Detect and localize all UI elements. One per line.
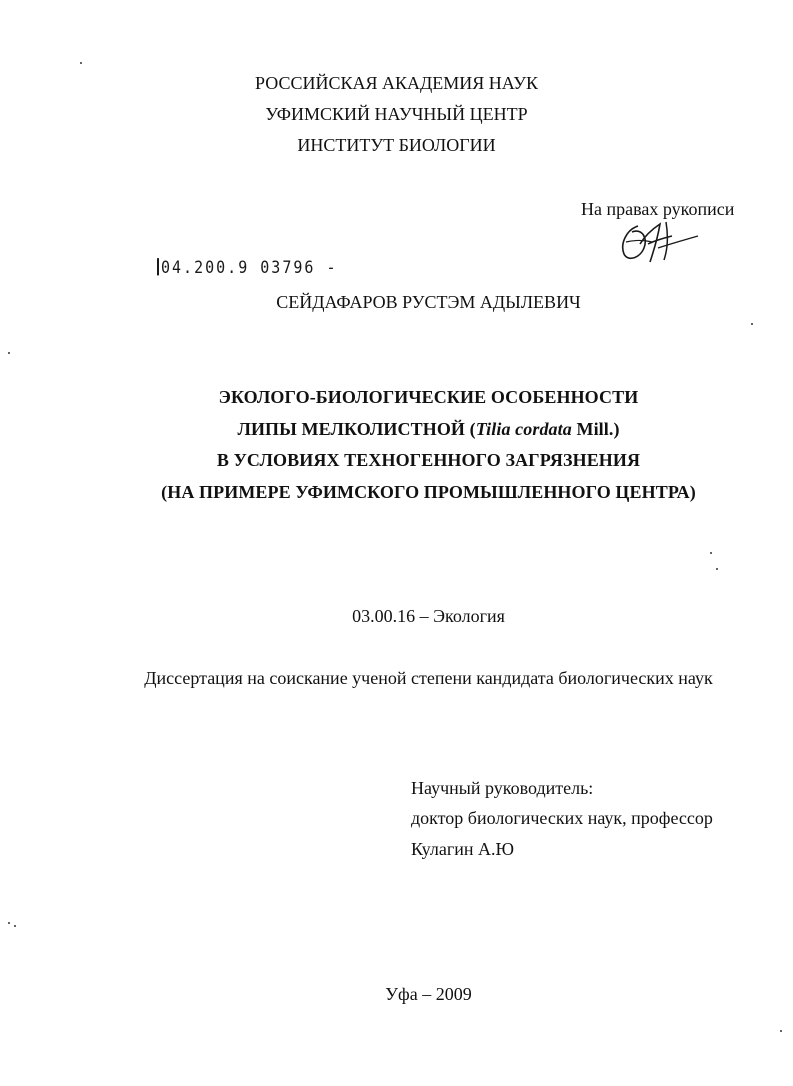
signature-image xyxy=(618,214,700,270)
scientific-center-name: УФИМСКИЙ НАУЧНЫЙ ЦЕНТР xyxy=(265,104,528,124)
thesis-title-line-2 xyxy=(32,418,793,440)
degree-statement: Диссертация на соискание ученой степени кандидата биологических наук xyxy=(144,668,713,688)
supervisor-name: Кулагин А.Ю xyxy=(411,839,514,859)
scan-speck xyxy=(751,323,753,325)
species-name: Tilia cordata xyxy=(475,419,572,439)
scan-speck xyxy=(780,1030,782,1032)
scan-speck xyxy=(710,552,712,554)
thesis-title-line-3: В УСЛОВИЯХ ТЕХНОГЕННОГО ЗАГРЯЗНЕНИЯ xyxy=(216,450,641,470)
manuscript-rights-note: На правах рукописи xyxy=(581,199,735,219)
scan-speck xyxy=(14,925,16,927)
thesis-title-line-1: ЭКОЛОГО-БИОЛОГИЧЕСКИЕ ОСОБЕННОСТИ xyxy=(218,387,639,407)
institute-name: ИНСТИТУТ БИОЛОГИИ xyxy=(297,135,496,155)
scan-speck xyxy=(8,922,10,924)
scan-speck xyxy=(716,568,718,570)
archive-stamp xyxy=(157,257,338,278)
stamp-tick-mark: - xyxy=(315,257,338,278)
scan-speck xyxy=(8,352,10,354)
supervisor-label: Научный руководитель: xyxy=(411,778,594,798)
city-year: Уфа – 2009 xyxy=(385,984,472,1004)
academy-name: РОССИЙСКАЯ АКАДЕМИЯ НАУК xyxy=(255,73,538,93)
scan-speck xyxy=(80,62,82,64)
supervisor-credentials: доктор биологических наук, профессор xyxy=(411,808,713,828)
author-name: СЕЙДАФАРОВ РУСТЭМ АДЫЛЕВИЧ xyxy=(276,292,581,312)
specialty-code: 03.00.16 – Экология xyxy=(352,606,505,626)
title-line-2-prefix: ЛИПЫ МЕЛКОЛИСТНОЙ ( xyxy=(237,419,476,439)
archive-stamp-number: 04.200.9 03796 xyxy=(161,257,316,278)
title-line-2-suffix: Mill.) xyxy=(571,419,620,439)
thesis-title-line-4: (НА ПРИМЕРЕ УФИМСКОГО ПРОМЫШЛЕННОГО ЦЕНТРА) xyxy=(161,482,696,502)
stamp-bar-mark xyxy=(157,258,159,275)
